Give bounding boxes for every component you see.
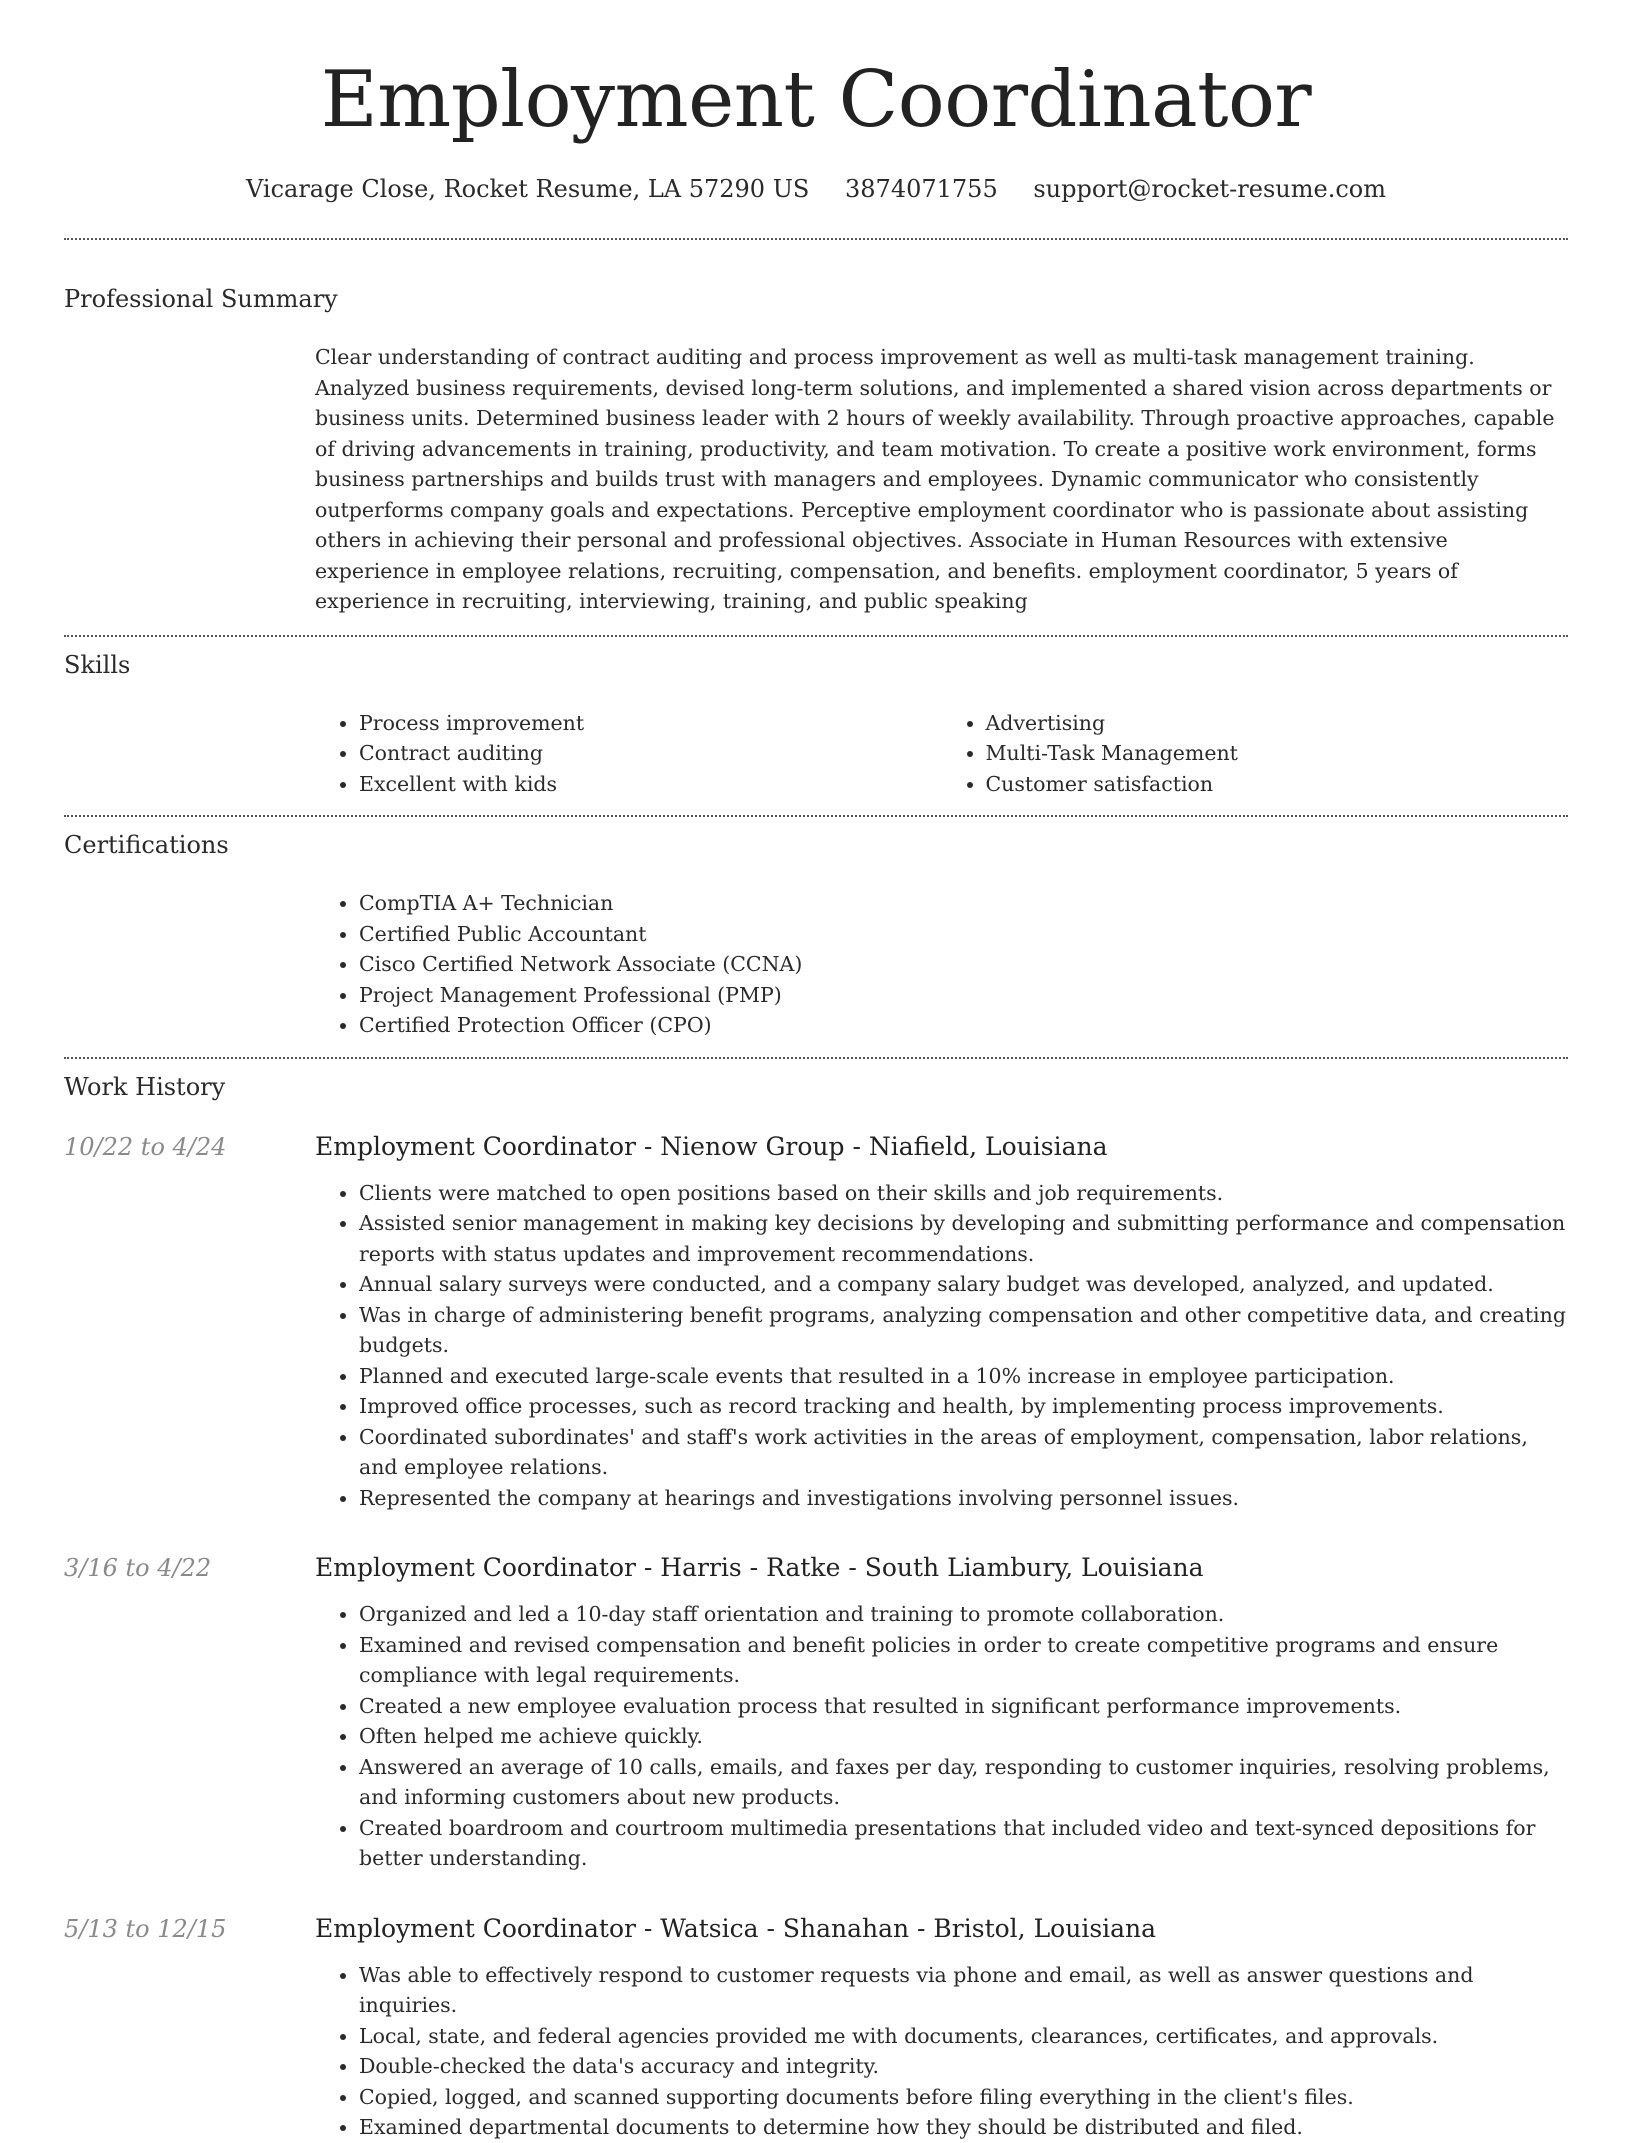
section-title-summary: Professional Summary [64,285,338,313]
contact-phone: 3874071755 [845,175,998,203]
list-item: • Examined and revised compensation and benefit policies in order to create competitive programs and ensure compliance with legal requirements. [359,1630,1568,1691]
list-item: • Copied, logged, and scanned supporting documents before filing everything in the client's files. [359,2082,1568,2113]
job-entry [64,1132,1568,1514]
skills-section [64,637,1568,816]
job-dates: 3/16 to 4/22 [64,1554,212,1582]
professional-summary-section [64,240,1568,635]
job-bullets [315,1599,1568,1874]
resume-header [64,0,1568,204]
summary-text: Clear understanding of contract auditing and process improvement as well as multi-task management training. Analyzed business requirements, devised long-term solutions, and implemented a shared vision across departments or business units. Determined business leader with 2 hours of weekly availability. Through proactive approaches, capable of driving advancements in training, productivity, and team motivation. To create a positive work environment, forms business partnerships and builds trust with managers and employees. Dynamic communicator who consistently outperforms company goals and expectations. Perceptive employment coordinator who is passionate about assisting others in achieving their personal and professional objectives. Associate in Human Resources with extensive experience in employee relations, recruiting, compensation, and benefits. employment coordinator, 5 years of experience in recruiting, interviewing, training, and public speaking [315,345,1555,613]
list-item: • Cisco Certified Network Associate (CCNA) [359,949,1568,980]
list-item: • Process improvement [359,708,942,739]
list-item: • Improved office processes, such as record tracking and health, by implementing process improvements. [359,1391,1568,1422]
contact-email: support@rocket-resume.com [1033,175,1386,203]
job-details [315,1914,1568,2143]
list-item: • Project Management Professional (PMP) [359,980,1568,1011]
job-heading: Employment Coordinator - Watsica - Shanahan - Bristol, Louisiana [315,1913,1157,1943]
work-history-section [64,1059,1568,2143]
certifications-section [64,817,1568,1057]
list-item: • Annual salary surveys were conducted, and a company salary budget was developed, analyzed, and updated. [359,1269,1568,1300]
list-item: • Excellent with kids [359,769,942,800]
section-title-work-history: Work History [64,1072,226,1101]
skills-list-left [315,708,942,800]
list-item: • Organized and led a 10-day staff orientation and training to promote collaboration. [359,1599,1568,1630]
list-item: • Certified Public Accountant [359,919,1568,950]
list-item: • Contract auditing [359,738,942,769]
list-item: • Coordinated subordinates' and staff's work activities in the areas of employment, compensation, labor relations, and employee relations. [359,1422,1568,1483]
job-bullets [315,1178,1568,1514]
list-item: • Created a new employee evaluation process that resulted in significant performance improvements. [359,1691,1568,1722]
list-item: • CompTIA A+ Technician [359,888,1568,919]
list-item: • Assisted senior management in making key decisions by developing and submitting performance and compensation reports with status updates and improvement recommendations. [359,1208,1568,1269]
list-item: • Created boardroom and courtroom multimedia presentations that included video and text-synced depositions for better understanding. [359,1813,1568,1874]
list-item: • Local, state, and federal agencies provided me with documents, clearances, certificates, and approvals. [359,2021,1568,2052]
job-entry [64,1553,1568,1874]
contact-address: Vicarage Close, Rocket Resume, LA 57290 US [246,175,810,203]
job-details [315,1132,1568,1514]
list-item: • Advertising [986,708,1569,739]
list-item: • Certified Protection Officer (CPO) [359,1010,1568,1041]
list-item: • Planned and executed large-scale events that resulted in a 10% increase in employee participation. [359,1361,1568,1392]
list-item: • Multi-Task Management [986,738,1569,769]
job-heading: Employment Coordinator - Harris - Ratke - South Liambury, Louisiana [315,1553,1204,1582]
skills-grid [315,708,1568,800]
list-item: • Customer satisfaction [986,769,1569,800]
list-item: • Examined departmental documents to determine how they should be distributed and filed. [359,2112,1568,2143]
job-heading: Employment Coordinator - Nienow Group - Niafield, Louisiana [315,1131,1108,1161]
certifications-body [315,888,1568,1041]
job-entry [64,1914,1568,2143]
list-item: • Double-checked the data's accuracy and integrity. [359,2051,1568,2082]
section-title-certifications: Certifications [64,831,229,859]
certifications-list [315,888,1568,1041]
list-item: • Was able to effectively respond to customer requests via phone and email, as well as answer questions and inquiries. [359,1960,1568,2021]
contact-line [64,174,1568,204]
job-dates: 5/13 to 12/15 [64,1914,227,1943]
page-title: Employment Coordinator [320,55,1312,145]
section-title-skills: Skills [64,650,131,679]
list-item: • Clients were matched to open positions based on their skills and job requirements. [359,1178,1568,1209]
skills-list-right [942,708,1569,800]
job-dates: 10/22 to 4/24 [64,1132,227,1161]
list-item: • Was in charge of administering benefit programs, analyzing compensation and other competitive data, and creating budgets. [359,1300,1568,1361]
list-item: • Answered an average of 10 calls, emails, and faxes per day, responding to customer inquiries, resolving problems, and informing customers about new products. [359,1752,1568,1813]
list-item: • Represented the company at hearings and investigations involving personnel issues. [359,1483,1568,1514]
list-item: • Often helped me achieve quickly. [359,1721,1568,1752]
job-bullets [315,1960,1568,2143]
job-details [315,1553,1568,1874]
